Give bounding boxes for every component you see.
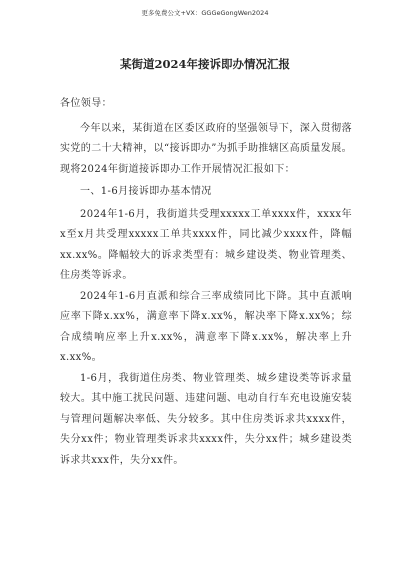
document-title: 某街道2024年接诉即办情况汇报 <box>119 57 290 71</box>
section-heading-1: 一、1-6月接诉即办基本情况 <box>80 186 212 197</box>
paragraph-1: 2024年1-6月，我街道共受理xxxxx工单xxxx件，xxxx年x至x月共受理xxxxx工单共xxxx件，同比减少xxxx件，降幅xx.xx%。降幅较大的诉求类型有：城乡建设类、物业管理类、住房类等诉求。 <box>60 208 352 281</box>
intro-paragraph: 今年以来，某街道在区委区政府的坚强领导下，深入贯彻落实党的二十大精神，以“接诉即办”为抓手助推辖区高质量发展。现将2024年街道接诉即办工作开展情况汇报如下： <box>60 122 352 175</box>
paragraph-2: 2024年1-6月直派和综合三率成绩同比下降。其中直派响应率下降x.xx%，满意率下降x.xx%，解决率下降x.xx%；综合成绩响应率上升x.xx%，满意率下降x.xx%，解决率上升x.xx%。 <box>60 290 352 363</box>
document-body <box>60 94 352 471</box>
page-header-note: 更多免费公文+VX：GGGeGongWen2024 <box>141 9 269 17</box>
salutation: 各位领导： <box>60 98 112 109</box>
paragraph-3: 1-6月，我街道住房类、物业管理类、城乡建设类等诉求量较大。其中施工扰民问题、违建问题、电动自行车充电设施安装与管理问题解决率低、失分较多。其中住房类诉求共xxxx件，失分xx件；物业管理类诉求共xxxx件，失分xx件；城乡建设类诉求共xxx件，失分xx件。 <box>60 372 352 466</box>
